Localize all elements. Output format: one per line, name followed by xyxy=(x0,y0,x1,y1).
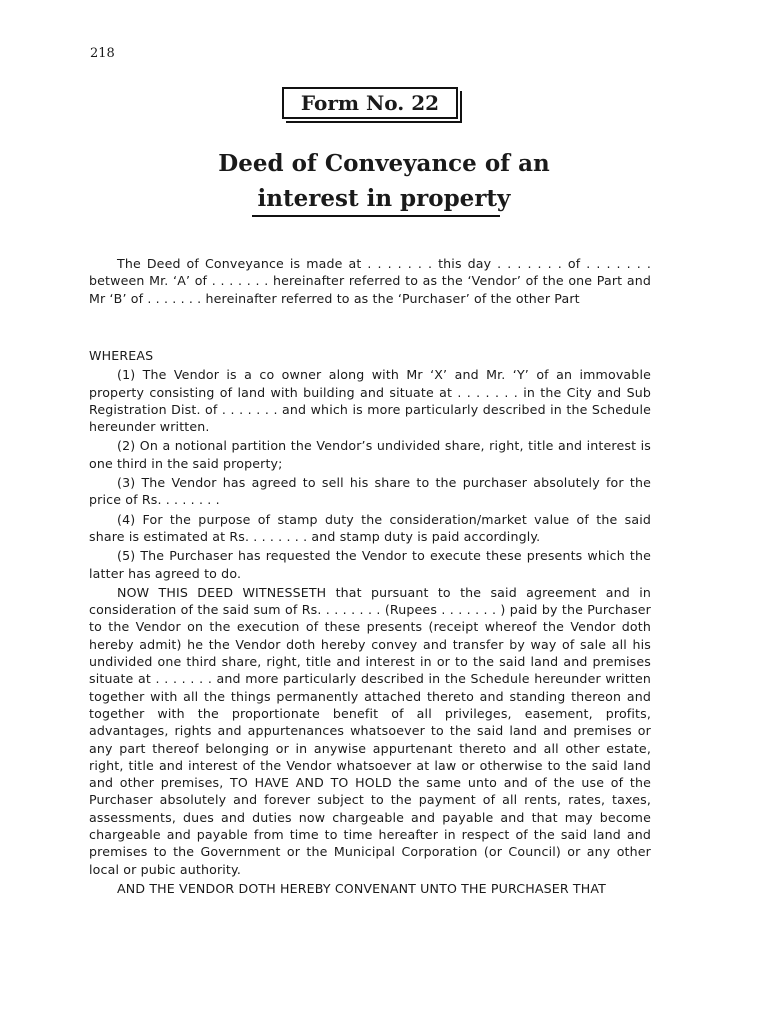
witnesseth-paragraph: NOW THIS DEED WITNESSETH that pursuant to the said agreement and in consideration of the said sum of Rs. . . . . . . . (Rupees . . . . . . . ) paid by the Purchaser to the Vendor on the execution of these presents (receipt whereof the Vendor doth hereby admit) he the Vendor doth hereby convey and transfer by way of sale all his undivided one third share, right, title and interest in or to the said land and premises situate at . . . . . . . and more particularly described in the Schedule hereunder written together with all the things permanently attached thereto and standing thereon and together with the proportionate benefit of all privileges, easement, profits, advantages, rights and appurtenances whatsoever to the said land and premises or any part thereof belonging or in anywise appurtenant thereto and all other estate, right, title and interest of the Vendor whatsoever at law or otherwise to the said land and other premises, TO HAVE AND TO HOLD the same unto and of the use of the Purchaser absolutely and forever subject to the payment of all rents, rates, taxes, assessments, dues and duties now chargeable and payable and that may become chargeable and payable from time to time hereafter in respect of the said land and premises to the Government or the Municipal Corporation (or Council) or any other local or pubic authority. xyxy=(89,584,651,877)
page-number: 218 xyxy=(90,46,115,61)
form-number-box xyxy=(282,87,458,119)
whereas-heading: WHEREAS xyxy=(89,348,154,363)
form-number-label: Form No. 22 xyxy=(300,91,440,115)
covenant-paragraph: AND THE VENDOR DOTH HEREBY CONVENANT UNTO THE PURCHASER THAT xyxy=(117,880,607,896)
clause-4: (4) For the purpose of stamp duty the consideration/market value of the said share is estimated at Rs. . . . . . . . and stamp duty is paid accordingly. xyxy=(89,511,651,544)
document-title-line2: interest in property xyxy=(257,185,511,212)
clause-5: (5) The Purchaser has requested the Vendor to execute these presents which the latter has agreed to do. xyxy=(89,548,651,581)
clause-2: (2) On a notional partition the Vendor’s undivided share, right, title and interest is one third in the said property; xyxy=(89,438,651,471)
main-section xyxy=(89,347,651,899)
clause-1: (1) The Vendor is a co owner along with Mr ‘X’ and Mr. ‘Y’ of an immovable property consisting of land with building and situate at . . . . . . . in the City and Sub Registration Dist. of . . . . . . . and which is more particularly described in the Schedule hereunder written. xyxy=(89,367,651,435)
clause-3: (3) The Vendor has agreed to sell his share to the purchaser absolutely for the price of Rs. . . . . . . . xyxy=(89,475,651,508)
intro-paragraph: The Deed of Conveyance is made at . . . . . . . this day . . . . . . . of . . . . . . . between Mr. ‘A’ of . . . . . . . hereinafter referred to as the ‘Vendor’ of the one Part and Mr ‘B’ of . . . . . . . hereinafter referred to as the ‘Purchaser’ of the other Part xyxy=(89,256,651,306)
title-underline xyxy=(252,215,500,217)
document-title-line1: Deed of Conveyance of an xyxy=(218,150,550,177)
intro-section xyxy=(89,255,651,307)
